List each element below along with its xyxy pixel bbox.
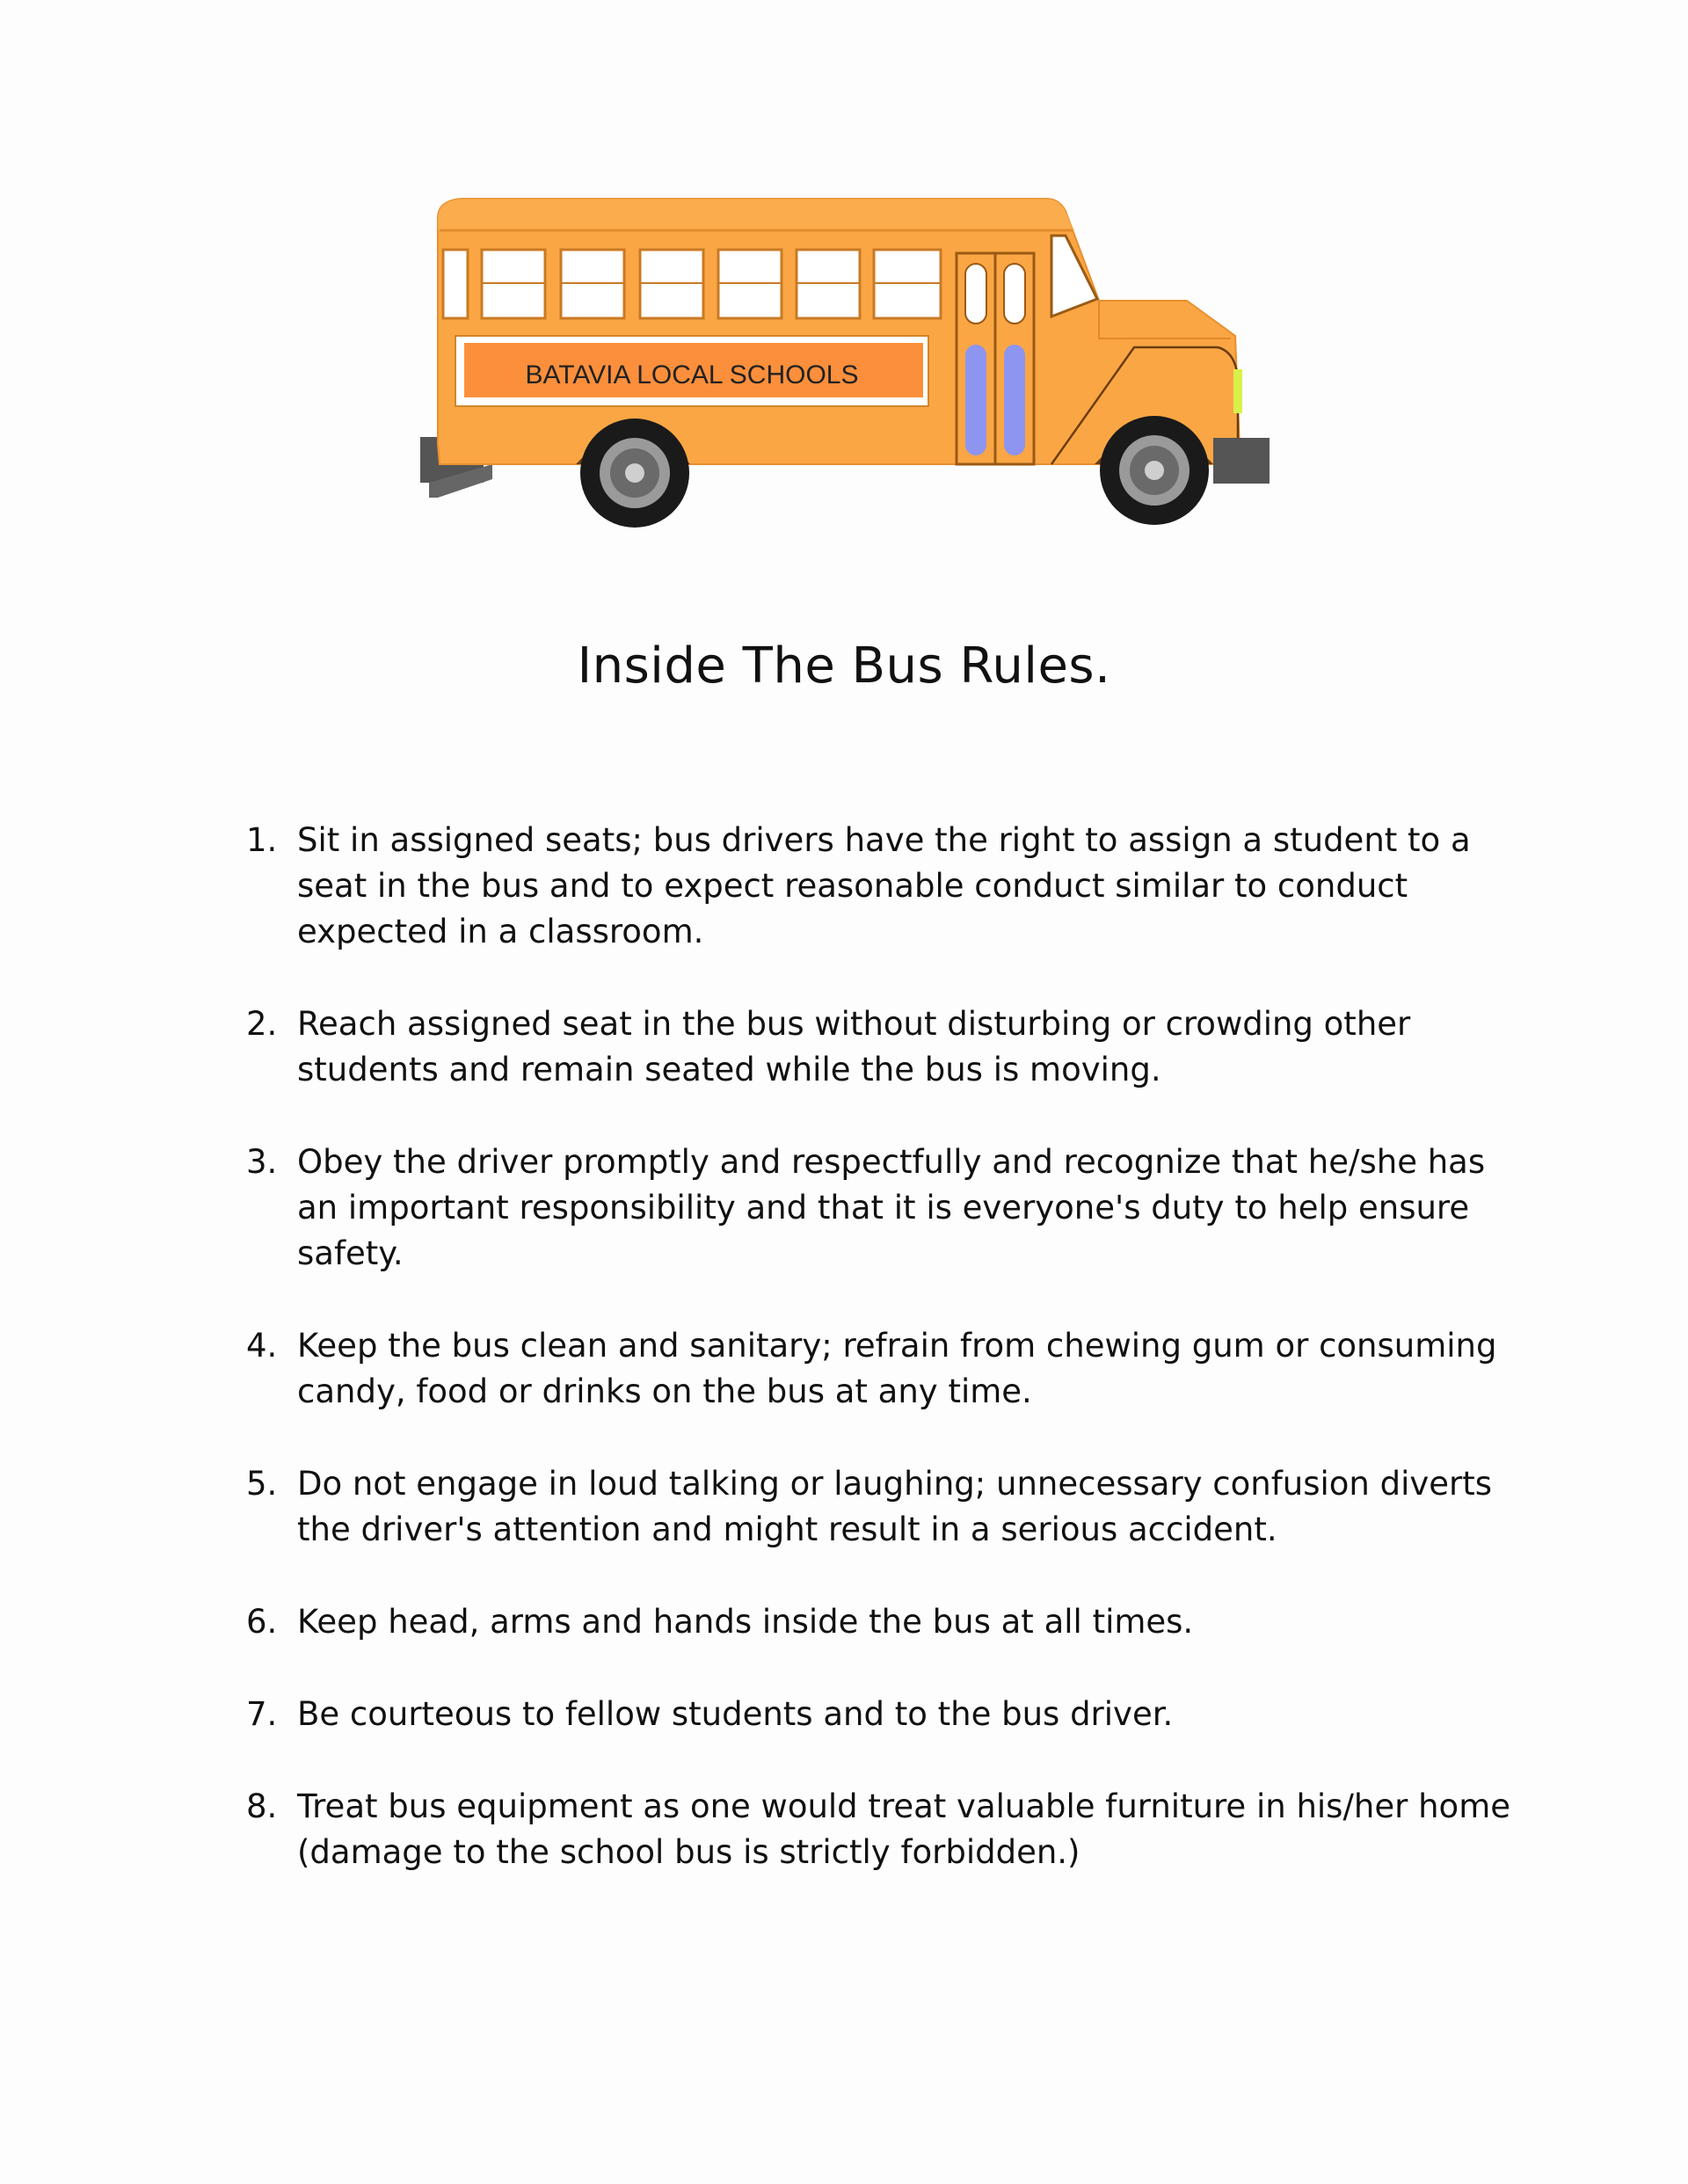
bus-door — [957, 253, 1034, 464]
rule-item — [246, 1323, 1512, 1415]
front-wheel — [1100, 416, 1209, 525]
rule-text: Obey the driver promptly and respectfully and recognize that he/she has an important responsibility and that it is everyone's duty to help ensure safety. — [297, 1143, 1486, 1272]
rule-number: 7. — [246, 1695, 278, 1733]
rule-text: Keep head, arms and hands inside the bus at all times. — [297, 1603, 1194, 1641]
bus-body — [438, 199, 1240, 464]
rule-item — [246, 818, 1512, 955]
headlight — [1233, 369, 1242, 413]
rule-item — [246, 1001, 1512, 1093]
rules-list — [246, 818, 1512, 1922]
school-name-sign-text: BATAVIA LOCAL SCHOOLS — [525, 360, 859, 389]
rule-number: 1. — [246, 821, 278, 859]
front-bumper — [1213, 438, 1270, 484]
rear-wheel — [580, 419, 689, 528]
rule-item — [246, 1139, 1512, 1277]
rule-text: Treat bus equipment as one would treat valuable furniture in his/her home (damage to the school bus is strictly forbidden.) — [297, 1787, 1511, 1871]
rule-text: Keep the bus clean and sanitary; refrain from chewing gum or consuming candy, food or drinks on the bus at any time. — [297, 1327, 1497, 1410]
page-title: Inside The Bus Rules. — [577, 637, 1111, 695]
rule-text: Sit in assigned seats; bus drivers have the right to assign a student to a seat in the bus and to expect reasonable conduct similar to conduct expected in a classroom. — [297, 821, 1471, 950]
rule-text: Reach assigned seat in the bus without disturbing or crowding other students and remain seated while the bus is moving. — [297, 1005, 1411, 1088]
rule-number: 4. — [246, 1327, 278, 1365]
rule-number: 3. — [246, 1143, 278, 1181]
rule-item — [246, 1784, 1512, 1875]
school-name-sign — [455, 336, 928, 406]
rule-number: 8. — [246, 1787, 278, 1825]
rule-number: 2. — [246, 1005, 278, 1043]
rule-item — [246, 1692, 1512, 1737]
rule-text: Be courteous to fellow students and to the bus driver. — [297, 1695, 1174, 1733]
rule-item — [246, 1599, 1512, 1645]
rule-number: 5. — [246, 1465, 278, 1503]
rule-text: Do not engage in loud talking or laughing; unnecessary confusion diverts the driver's attention and might result in a serious accident. — [297, 1465, 1493, 1548]
rule-item — [246, 1461, 1512, 1553]
rule-number: 6. — [246, 1603, 278, 1641]
school-bus-illustration — [413, 189, 1275, 532]
